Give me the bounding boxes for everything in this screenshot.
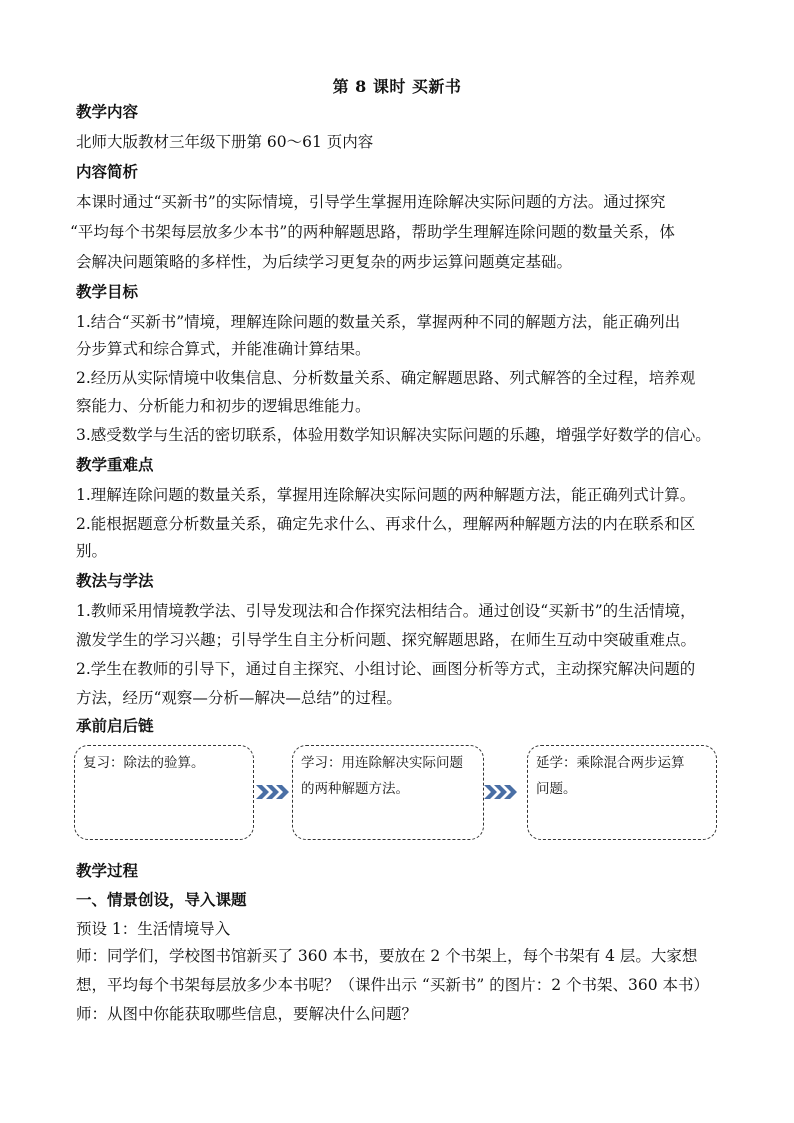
brief-line: 本课时通过“买新书”的实际情境，引导学生掌握用连除解决实际问题的方法。通过探究: [76, 193, 666, 211]
goals-line: 2.经历从实际情境中收集信息、分析数量关系、确定解题思路、列式解答的全过程，培养观: [76, 369, 696, 387]
process-subheading: 一、情景创设，导入课题: [76, 890, 247, 909]
method-line: 激发学生的学习兴趣；引导学生自主分析问题、探究解题思路，在师生互动中突破重难点。: [76, 631, 697, 649]
method-line: 2.学生在教师的引导下，通过自主探究、小组讨论、画图分析等方式，主动探究解决问题的: [76, 660, 696, 678]
process-line: 预设 1：生活情境导入: [76, 920, 231, 938]
key-line: 1.理解连除问题的数量关系，掌握用连除解决实际问题的两种解题方法，能正确列式计算。: [76, 486, 696, 504]
brief-heading: 内容简析: [76, 162, 139, 181]
chain-box-learn: [292, 745, 484, 840]
goals-line: 察能力、分析能力和初步的逻辑思维能力。: [76, 397, 371, 415]
chain-box-review: [74, 745, 254, 840]
process-line: 师：从图中你能获取哪些信息，要解决什么问题？: [76, 1005, 418, 1023]
chain-box-text: 的两种解题方法。: [301, 781, 409, 797]
content-heading: 教学内容: [76, 102, 139, 121]
chain-box-text: 复习：除法的验算。: [83, 755, 205, 771]
chain-box-text: 问题。: [536, 781, 577, 797]
goals-line: 1.结合“买新书”情境，理解连除问题的数量关系，掌握两种不同的解题方法，能正确列出: [76, 313, 681, 331]
brief-line: 会解决问题策略的多样性，为后续学习更复杂的两步运算问题奠定基础。: [76, 253, 573, 271]
content-text: 北师大版教材三年级下册第 60～61 页内容: [76, 133, 374, 151]
chevron-right-icon: [484, 782, 518, 802]
chain-box-text: 延学：乘除混合两步运算: [536, 755, 685, 771]
goals-heading: 教学目标: [76, 282, 139, 301]
key-line: 2.能根据题意分析数量关系，确定先求什么、再求什么，理解两种解题方法的内在联系和区: [76, 515, 696, 533]
chain-box-text: 学习：用连除解决实际问题: [301, 755, 463, 771]
goals-line: 3.感受数学与生活的密切联系，体验用数学知识解决实际问题的乐趣，增强学好数学的信心。: [76, 426, 711, 444]
chain-box-extend: [527, 745, 717, 840]
brief-line: “平均每个书架每层放多少本书”的两种解题思路，帮助学生理解连除问题的数量关系，体: [70, 223, 675, 241]
process-line: 师：同学们，学校图书馆新买了 360 本书，要放在 2 个书架上，每个书架有 4 层。大家想: [76, 947, 698, 965]
chevron-right-icon: [256, 782, 290, 802]
process-heading: 教学过程: [76, 861, 139, 880]
page-title: 第 8 课时 买新书: [332, 77, 462, 96]
method-line: 方法，经历“观察—分析—解决—总结”的过程。: [76, 689, 402, 707]
chain-heading: 承前启后链: [76, 716, 154, 735]
method-heading: 教法与学法: [76, 571, 154, 590]
method-line: 1.教师采用情境教学法、引导发现法和合作探究法相结合。通过创设“买新书”的生活情境，: [76, 602, 696, 620]
key-heading: 教学重难点: [76, 455, 154, 474]
key-line: 别。: [76, 542, 108, 560]
goals-line: 分步算式和综合算式，并能准确计算结果。: [76, 340, 371, 358]
process-line: 想，平均每个书架每层放多少本书呢？（课件出示 “买新书” 的图片：2 个书架、360 本书）: [76, 976, 710, 994]
